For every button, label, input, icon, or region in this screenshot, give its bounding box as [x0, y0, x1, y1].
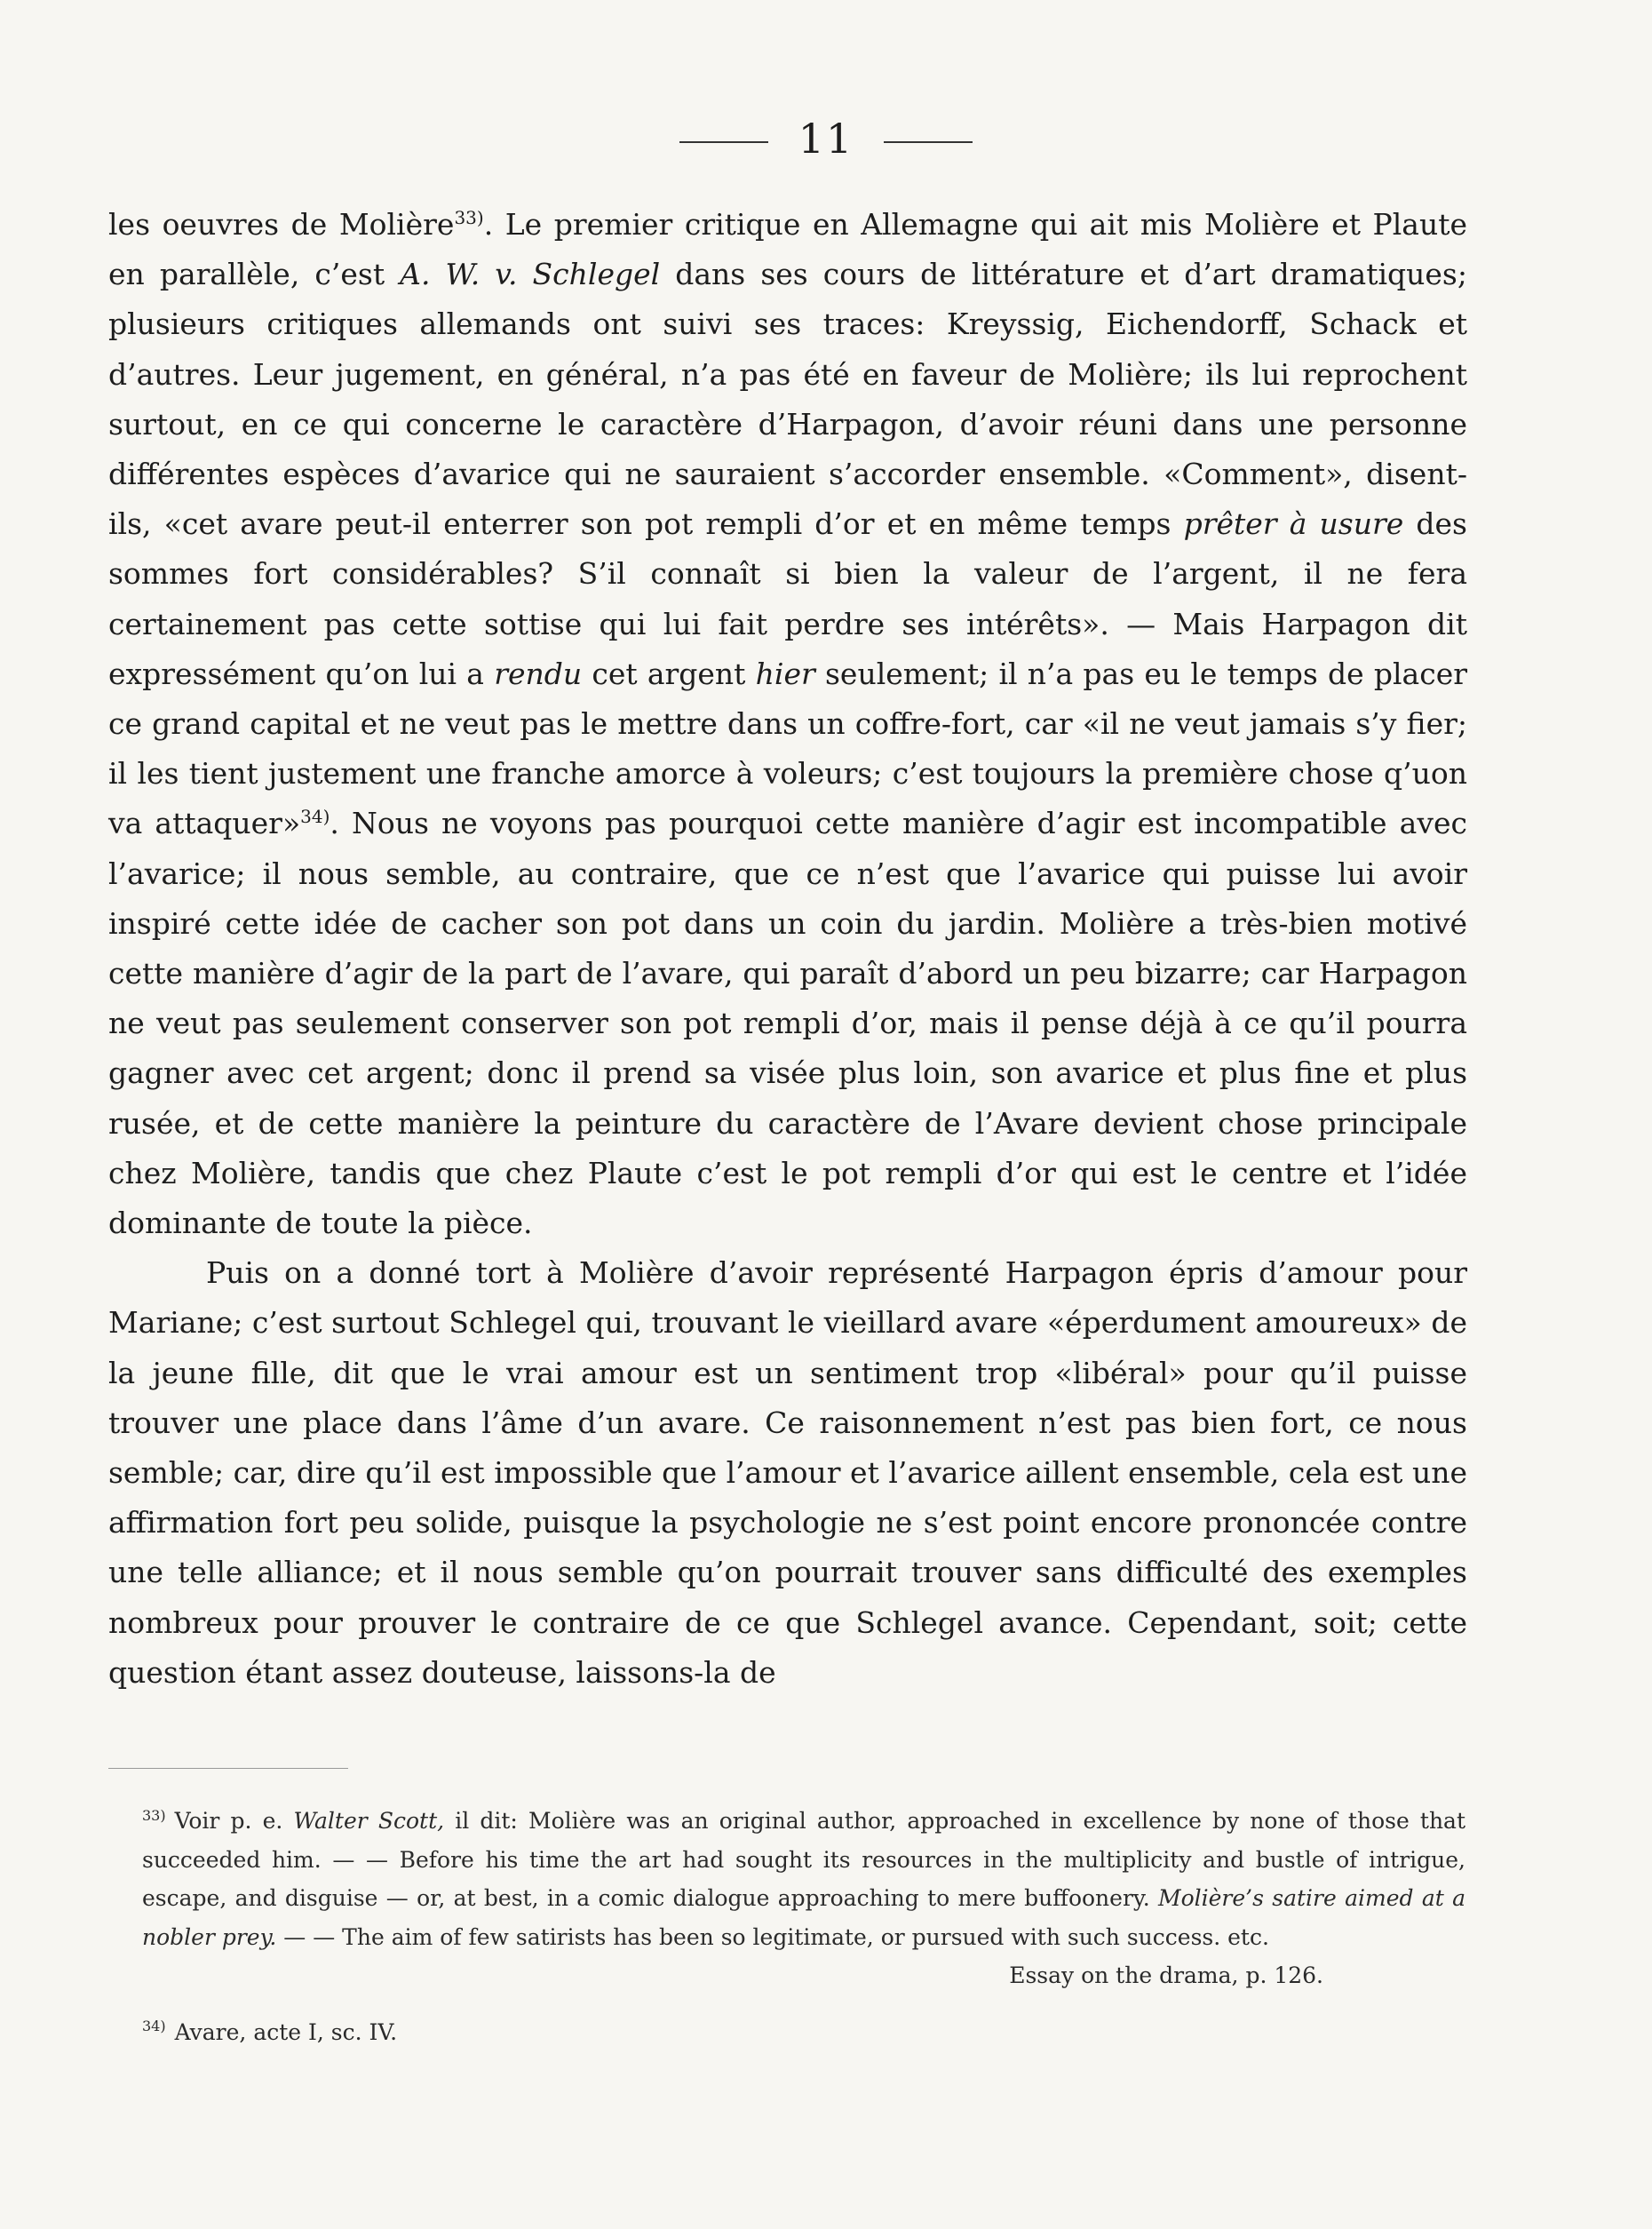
header-rule-right: [884, 141, 973, 143]
footnote-ref-33: 33): [454, 207, 484, 228]
footnote-divider: [108, 1768, 348, 1769]
footnotes: [142, 1802, 1465, 2051]
text-segment: des sommes fort considérables? S’il connaît si bien la valeur de l’argent, il ne fera certainement pas cette sottise qui lui fait perdre ses intérêts». — Mais Harpagon dit expressément qu’on lui a: [108, 506, 1467, 691]
body-text: [108, 200, 1467, 1698]
footnote-text: il dit: Molière was an original author, approached in excellence by none of those that succeeded him. — — Before his time the art had sought its resources in the multiplicity and bustle of intrigue, escape, and disguise — or, at best, in a comic dialogue approaching to mere buffoonery.: [142, 1808, 1465, 1911]
text-segment: seulement; il n’a pas eu le temps de placer ce grand capital et ne veut pas le mettre dans un coffre-fort, car «il ne veut jamais s’y fier; il les tient justement une franche amorce à voleurs; c’est toujours la première chose q’uon va attaquer»: [108, 656, 1468, 841]
footnote-34: [142, 2013, 1465, 2052]
footnote-text: Avare, acte I, sc. IV.: [174, 2018, 398, 2045]
footnote-italic: Walter Scott,: [293, 1808, 445, 1834]
text-segment: . Nous ne voyons pas pourquoi cette manière d’agir est incompatible avec l’avarice; il nous semble, au contraire, que ce n’est que l’avarice qui puisse lui avoir inspiré cette idée de cacher son pot dans un coin du jardin. Molière a très-bien motivé cette manière d’agir de la part de l’avare, qui paraît d’abord un peu bizarre; car Harpagon ne veut pas seulement conserver son pot rempli d’or, mais il pense déjà à ce qu’il pourra gagner avec cet argent; donc il prend sa visée plus loin, son avarice et plus fine et plus rusée, et de cette manière la peinture du caractère de l’Avare devient chose principale chez Molière, tandis que chez Plaute c’est le pot rempli d’or qui est le centre et l’idée dominante de toute la pièce.: [108, 806, 1467, 1241]
footnote-source: Essay on the drama, p. 126.: [1009, 1962, 1323, 1988]
italic-name: A. W. v. Schlegel: [400, 257, 661, 292]
text-segment: cet argent: [582, 656, 756, 691]
paragraph-1: [108, 200, 1467, 1248]
italic-word: hier: [755, 656, 815, 691]
italic-phrase: prêter à usure: [1183, 506, 1404, 542]
footnote-33: [142, 1802, 1465, 1995]
page-header: [0, 114, 1652, 163]
text-segment: dans ses cours de littérature et d’art dramatiques; plusieurs critiques allemands ont suivi ses traces: Kreyssig, Eichendorff, Schack et d’autres. Leur jugement, en général, n’a pas été en faveur de Molière; ils lui reprochent surtout, en ce qui concerne le caractère d’Harpagon, d’avoir réuni dans une personne différentes espèces d’avarice qui ne sauraient s’accorder ensemble. «Comment», disent-ils, «cet avare peut-il enterrer son pot rempli d’or et en même temps: [108, 257, 1467, 542]
text-segment: les oeuvres de Molière: [108, 207, 455, 242]
page-number: 11: [798, 115, 854, 163]
footnote-italic: Molière’s satire aimed at a nobler prey.: [142, 1885, 1465, 1950]
footnote-text: Voir p. e.: [174, 1808, 294, 1834]
footnote-ref-34: 34): [300, 806, 330, 828]
footnote-number: 34): [142, 2018, 166, 2035]
footnote-number: 33): [142, 1806, 166, 1824]
italic-word: rendu: [494, 656, 583, 691]
paragraph-2: Puis on a donné tort à Molière d’avoir représenté Harpagon épris d’amour pour Mariane; c’est surtout Schlegel qui, trouvant le vieillard avare «éperdument amoureux» de la jeune fille, dit que le vrai amour est un sentiment trop «libéral» pour qu’il puisse trouver une place dans l’âme d’un avare. Ce raisonnement n’est pas bien fort, ce nous semble; car, dire qu’il est impossible que l’amour et l’avarice aillent ensemble, cela est une affirmation fort peu solide, puisque la psychologie ne s’est point encore prononcée contre une telle alliance; et il nous semble qu’on pourrait trouver sans difficulté des exemples nombreux pour prouver le contraire de ce que Schlegel avance. Cependant, soit; cette question étant assez douteuse, laissons-la de: [108, 1255, 1467, 1690]
text-segment: . Le premier critique en Allemagne qui ait mis Molière et Plaute en parallèle, c’est: [108, 207, 1467, 292]
header-rule-left: [679, 141, 768, 143]
footnote-text: — — The aim of few satirists has been so legitimate, or pursued with such success. etc.: [276, 1923, 1269, 1950]
